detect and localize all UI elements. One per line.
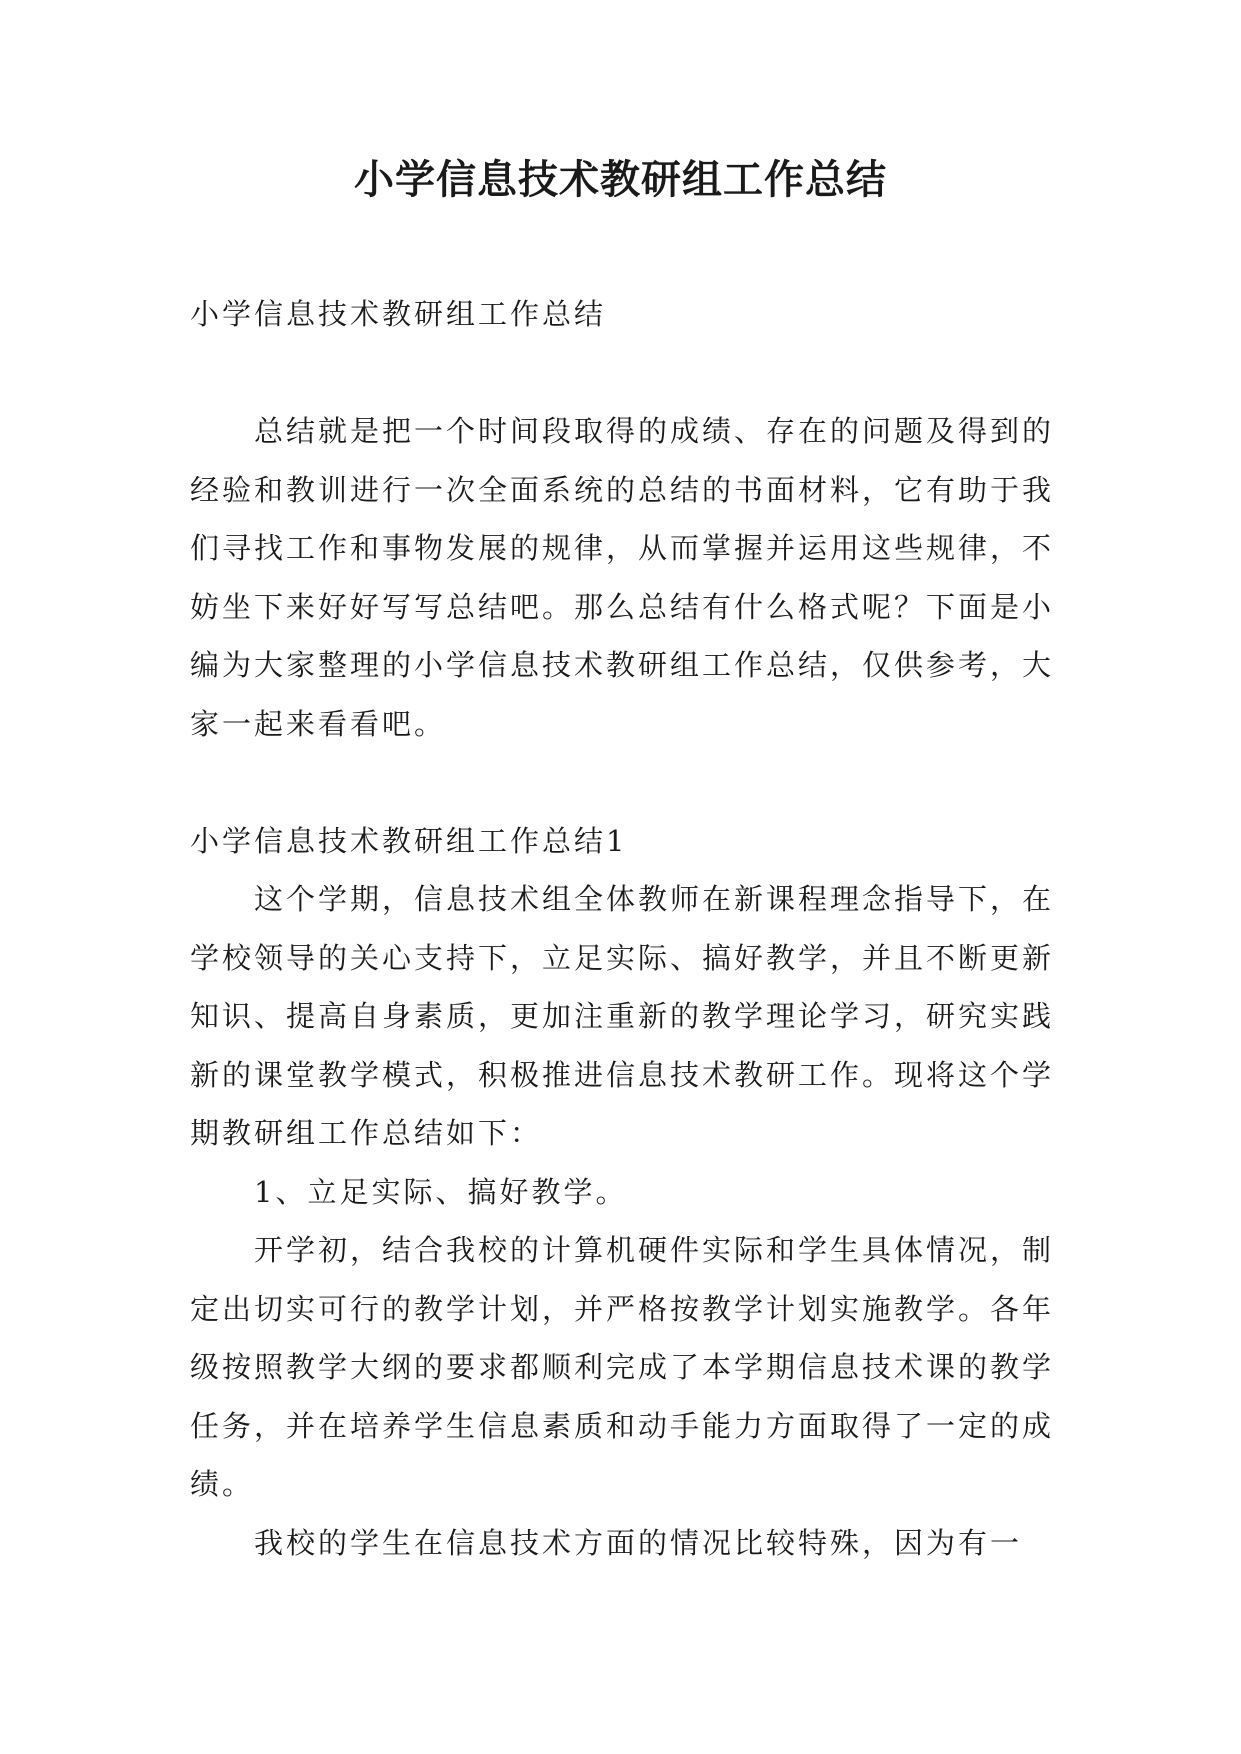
section-heading: 小学信息技术教研组工作总结1 [190,823,628,858]
list-item-heading: 1、立足实际、搞好教学。 [254,1174,628,1209]
intro-paragraph: 总结就是把一个时间段取得的成绩、存在的问题及得到的经验和教训进行一次全面系统的总结的书面材料，它有助于我们寻找工作和事物发展的规律，从而掌握并运用这些规律，不妨坐下来好好写写总结吧。那么总结有什么格式呢？下面是小编为大家整理的小学信息技术教研组工作总结，仅供参考，大家一起来看看吧。 [190,414,1055,741]
document-title: 小学信息技术教研组工作总结 [354,156,887,203]
body-paragraph: 我校的学生在信息技术方面的情况比较特殊，因为有一 [254,1525,1023,1560]
body-paragraph: 开学初，结合我校的计算机硬件实际和学生具体情况，制定出切实可行的教学计划，并严格按教学计划实施教学。各年级按照教学大纲的要求都顺利完成了本学期信息技术课的教学任务，并在培养学生信息素质和动手能力方面取得了一定的成绩。 [190,1233,1055,1501]
body-paragraph: 这个学期，信息技术组全体教师在新课程理念指导下，在学校领导的关心支持下，立足实际、搞好教学，并且不断更新知识、提高自身素质，更加注重新的教学理论学习，研究实践新的课堂教学模式，积极推进信息技术教研工作。现将这个学期教研组工作总结如下： [190,882,1055,1150]
document-subtitle: 小学信息技术教研组工作总结 [190,297,607,331]
document-body [190,285,1062,1572]
